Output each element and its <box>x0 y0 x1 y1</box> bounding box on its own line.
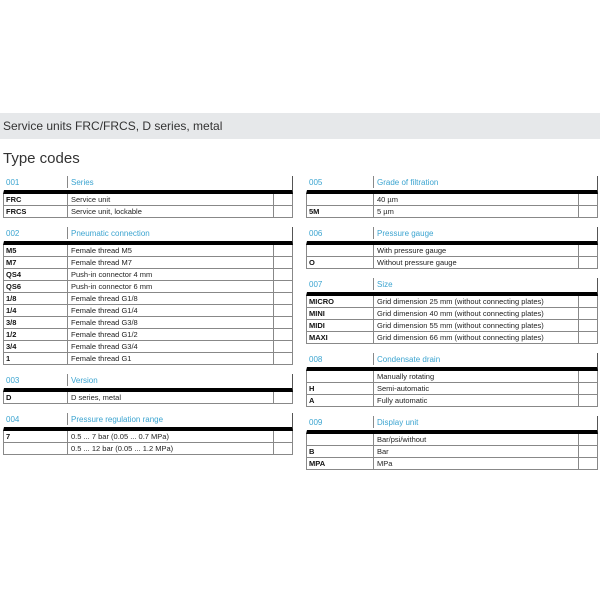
table-header-code: 001 <box>6 178 20 187</box>
table-header-label: Grade of filtration <box>373 176 438 188</box>
row-description: Semi-automatic <box>373 383 578 394</box>
row-code: MIDI <box>309 321 325 330</box>
table-row <box>306 296 598 308</box>
row-code: 1/4 <box>6 306 17 315</box>
table-header <box>306 353 598 371</box>
table-row <box>306 434 598 446</box>
table-row <box>306 194 598 206</box>
table-row <box>3 269 293 281</box>
row-description: Female thread G3/4 <box>67 341 273 352</box>
row-blank-cell <box>273 281 292 292</box>
table-row <box>306 332 598 344</box>
row-code: MPA <box>309 459 326 468</box>
type-code-table-009 <box>306 416 598 470</box>
row-code: FRCS <box>6 207 27 216</box>
row-description: Female thread M7 <box>67 257 273 268</box>
table-header-label: Pressure regulation range <box>67 413 163 425</box>
table-row <box>306 320 598 332</box>
table-header-label: Size <box>373 278 393 290</box>
row-code: 5M <box>309 207 320 216</box>
row-description: Female thread G3/8 <box>67 317 273 328</box>
row-blank-cell <box>273 245 292 256</box>
table-row <box>3 353 293 365</box>
table-row <box>3 317 293 329</box>
row-description: Female thread G1/4 <box>67 305 273 316</box>
table-header-code: 007 <box>309 280 323 289</box>
table-header-code: 009 <box>309 418 323 427</box>
row-code: O <box>309 258 315 267</box>
table-header-code: 005 <box>309 178 323 187</box>
table-row <box>306 446 598 458</box>
row-blank-cell <box>273 206 292 217</box>
type-code-table-001 <box>3 176 293 218</box>
table-header <box>3 176 293 194</box>
type-code-table-006 <box>306 227 598 269</box>
row-description: Without pressure gauge <box>373 257 578 268</box>
row-description: 5 µm <box>373 206 578 217</box>
table-header-code: 002 <box>6 229 20 238</box>
table-row <box>306 257 598 269</box>
row-blank-cell <box>578 383 597 394</box>
type-code-table-003 <box>3 374 293 404</box>
table-row <box>3 206 293 218</box>
table-header-label: Condensate drain <box>373 353 440 365</box>
row-code: 3/8 <box>6 318 17 327</box>
row-description: Female thread G1/8 <box>67 293 273 304</box>
left-column <box>3 176 293 464</box>
row-blank-cell <box>578 296 597 307</box>
row-blank-cell <box>273 392 292 403</box>
row-blank-cell <box>273 269 292 280</box>
table-header <box>3 227 293 245</box>
table-header-code: 006 <box>309 229 323 238</box>
table-row <box>3 431 293 443</box>
table-row <box>3 392 293 404</box>
row-description: Service unit <box>67 194 273 205</box>
type-code-table-005 <box>306 176 598 218</box>
table-row <box>3 341 293 353</box>
table-header-code: 003 <box>6 376 20 385</box>
table-row <box>3 305 293 317</box>
table-header <box>306 278 598 296</box>
row-code: M5 <box>6 246 17 255</box>
row-description: 0.5 ... 7 bar (0.05 ... 0.7 MPa) <box>67 431 273 442</box>
row-description: Fully automatic <box>373 395 578 406</box>
type-code-table-007 <box>306 278 598 344</box>
row-blank-cell <box>273 317 292 328</box>
row-description: 0.5 ... 12 bar (0.05 ... 1.2 MPa) <box>67 443 273 454</box>
table-header <box>306 176 598 194</box>
row-blank-cell <box>578 446 597 457</box>
row-code: H <box>309 384 315 393</box>
row-code: 3/4 <box>6 342 17 351</box>
row-code: 1 <box>6 354 11 363</box>
row-blank-cell <box>578 245 597 256</box>
row-code: 7 <box>6 432 11 441</box>
row-code: FRC <box>6 195 22 204</box>
row-blank-cell <box>578 308 597 319</box>
table-row <box>3 257 293 269</box>
row-code: 1/8 <box>6 294 17 303</box>
table-row <box>306 395 598 407</box>
table-header <box>306 227 598 245</box>
row-code: QS4 <box>6 270 22 279</box>
row-description: 40 µm <box>373 194 578 205</box>
table-header-code: 004 <box>6 415 20 424</box>
row-description: Grid dimension 25 mm (without connecting plates) <box>373 296 578 307</box>
table-row <box>3 443 293 455</box>
table-header <box>306 416 598 434</box>
row-code: M7 <box>6 258 17 267</box>
table-row <box>306 245 598 257</box>
row-blank-cell <box>578 458 597 469</box>
row-description: With pressure gauge <box>373 245 578 256</box>
page-title: Type codes <box>3 150 80 167</box>
row-description: Grid dimension 66 mm (without connecting plates) <box>373 332 578 343</box>
row-description: Push-in connector 4 mm <box>67 269 273 280</box>
row-description: Service unit, lockable <box>67 206 273 217</box>
table-row <box>3 281 293 293</box>
table-row <box>306 371 598 383</box>
row-blank-cell <box>578 206 597 217</box>
row-blank-cell <box>273 353 292 364</box>
type-code-table-004 <box>3 413 293 455</box>
row-blank-cell <box>273 194 292 205</box>
row-description: Grid dimension 40 mm (without connecting plates) <box>373 308 578 319</box>
row-code: B <box>309 447 315 456</box>
section-banner <box>0 113 600 139</box>
row-description: D series, metal <box>67 392 273 403</box>
section-title: Service units FRC/FRCS, D series, metal <box>3 119 223 133</box>
table-row <box>3 329 293 341</box>
table-row <box>306 308 598 320</box>
row-blank-cell <box>578 371 597 382</box>
type-code-table-002 <box>3 227 293 365</box>
table-header-label: Pneumatic connection <box>67 227 150 239</box>
row-blank-cell <box>273 305 292 316</box>
right-column <box>306 176 598 479</box>
row-blank-cell <box>578 257 597 268</box>
row-description: Manually rotating <box>373 371 578 382</box>
table-header-label: Pressure gauge <box>373 227 433 239</box>
table-row <box>306 206 598 218</box>
row-description: MPa <box>373 458 578 469</box>
row-description: Push-in connector 6 mm <box>67 281 273 292</box>
row-blank-cell <box>578 332 597 343</box>
table-row <box>3 245 293 257</box>
row-blank-cell <box>273 443 292 454</box>
row-blank-cell <box>273 431 292 442</box>
table-header-label: Display unit <box>373 416 418 428</box>
row-description: Female thread M5 <box>67 245 273 256</box>
row-blank-cell <box>578 320 597 331</box>
row-blank-cell <box>273 341 292 352</box>
table-header <box>3 374 293 392</box>
row-code: A <box>309 396 315 405</box>
table-row <box>306 383 598 395</box>
row-blank-cell <box>578 434 597 445</box>
table-row <box>3 194 293 206</box>
row-code: QS6 <box>6 282 22 291</box>
row-description: Bar <box>373 446 578 457</box>
row-description: Female thread G1/2 <box>67 329 273 340</box>
row-blank-cell <box>273 329 292 340</box>
row-description: Bar/psi/without <box>373 434 578 445</box>
row-description: Female thread G1 <box>67 353 273 364</box>
table-header <box>3 413 293 431</box>
table-header-code: 008 <box>309 355 323 364</box>
row-blank-cell <box>578 194 597 205</box>
row-code: MICRO <box>309 297 334 306</box>
row-blank-cell <box>578 395 597 406</box>
row-code: 1/2 <box>6 330 17 339</box>
row-code: MAXI <box>309 333 328 342</box>
table-row <box>3 293 293 305</box>
type-code-table-008 <box>306 353 598 407</box>
row-code: D <box>6 393 12 402</box>
row-code: MINI <box>309 309 325 318</box>
row-blank-cell <box>273 293 292 304</box>
row-blank-cell <box>273 257 292 268</box>
table-header-label: Series <box>67 176 94 188</box>
table-row <box>306 458 598 470</box>
row-description: Grid dimension 55 mm (without connecting plates) <box>373 320 578 331</box>
table-header-label: Version <box>67 374 98 386</box>
